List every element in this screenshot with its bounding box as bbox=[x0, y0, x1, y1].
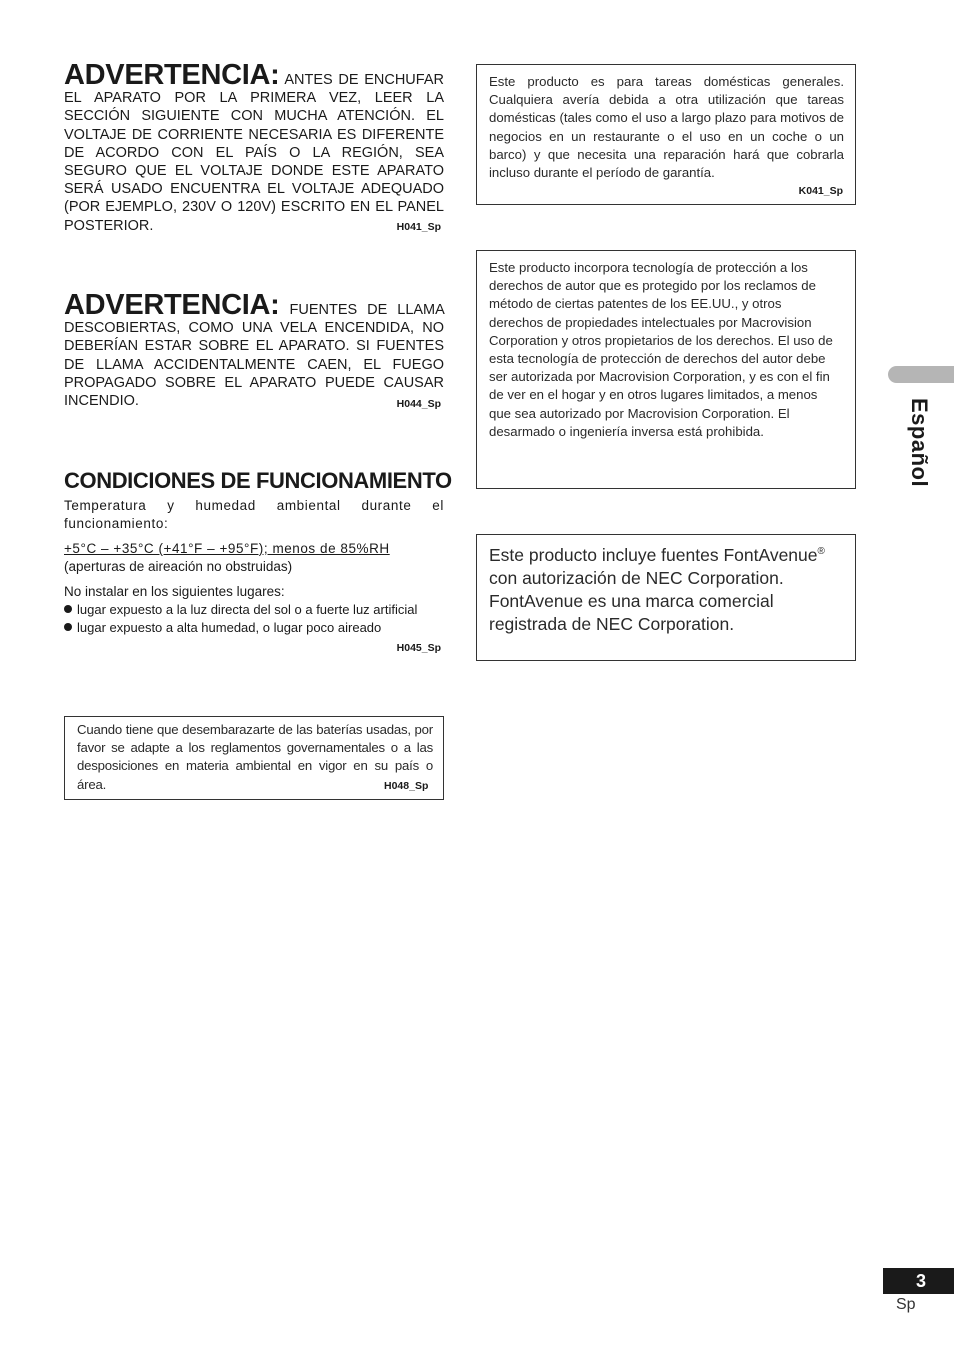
warning-text-rest: APARATO POR LA PRIMERA VEZ, LEER LA SECCIÓN SIGUIENTE CON MUCHA ATENCIÓN. EL VOLTAJE DE CORRIENTE NECESARIA ES DIFERENTE DE ACORDO CON EL PAÍS O LA REGIÓN, SEA SEGURO QUE EL VOLTAJE DONDE ESTE APARATO SERÁ USADO ENCUENTRA EL VOLTAJE ADEQUADO (POR EJEMPLO, 230V O 120V) ESCRITO EN EL PANEL POSTERIOR. bbox=[64, 90, 444, 234]
warning-text-first: ANTES DE ENCHUFAR EL bbox=[64, 72, 444, 107]
bullet-text: lugar expuesto a alta humedad, o lugar poco aireado bbox=[77, 620, 382, 635]
bullet-text: lugar expuesto a la luz directa del sol o a fuerte luz artificial bbox=[77, 602, 418, 617]
conditions-no-install: No instalar en los siguientes lugares: bbox=[64, 584, 285, 599]
warning-text-rest: DESCOBIERTAS, COMO UNA VELA ENCENDIDA, NO DEBERÍAN ESTAR SOBRE EL APARATO. SI FUENTES DE LLAMA ACCIDENTALMENTE CAEN, EL FUEGO PROPAGADO SOBRE EL APARATO PUEDE CAUSAR INCENDIO. bbox=[64, 320, 444, 410]
conditions-range: +5°C – +35°C (+41°F – +95°F); menos de 85%RH bbox=[64, 541, 390, 556]
language-tab-label: Español bbox=[907, 398, 932, 488]
code-h048: H048_Sp bbox=[384, 780, 429, 792]
fontavenue-text-start: Este producto incluye fuentes FontAvenue bbox=[489, 544, 818, 565]
language-tab-marker bbox=[888, 366, 954, 383]
warning-title: ADVERTENCIA: bbox=[64, 289, 280, 321]
macrovision-box bbox=[476, 250, 856, 489]
fontavenue-text-end: con autorización de NEC Corporation. FontAvenue es una marca comercial registrada de NEC Corporation. bbox=[489, 567, 784, 634]
code-h041: H041_Sp bbox=[396, 221, 441, 233]
language-tab bbox=[892, 398, 932, 498]
fontavenue-box bbox=[476, 534, 856, 661]
warning-flame-text bbox=[64, 289, 445, 410]
conditions-bullet-list bbox=[64, 601, 449, 637]
household-use-box bbox=[476, 64, 856, 205]
warning-voltage bbox=[64, 59, 444, 235]
bullet-icon bbox=[64, 605, 72, 613]
fontavenue-text bbox=[489, 540, 844, 636]
warning-title: ADVERTENCIA: bbox=[64, 59, 280, 91]
code-h045: H045_Sp bbox=[396, 642, 441, 654]
warning-flame bbox=[64, 289, 445, 410]
conditions-intro: Temperatura y humedad ambiental durante el funcionamiento: bbox=[64, 498, 444, 531]
list-item bbox=[64, 601, 449, 619]
household-use-text: Este producto es para tareas domésticas generales. Cualquiera avería debida a otra utilización que tareas domésticas (tales como el uso a largo plazo para motivos de negocios en un restaurante o el uso en un coche o un barco) y que necesita una reparación hará que cobrarla incluso durante el período de garantía. bbox=[489, 74, 844, 181]
conditions-title: CONDICIONES DE FUNCIONAMIENTO bbox=[64, 468, 452, 493]
code-h044: H044_Sp bbox=[396, 398, 441, 410]
page-language-code: Sp bbox=[896, 1296, 916, 1313]
code-k041: K041_Sp bbox=[798, 185, 843, 197]
macrovision-text: Este producto incorpora tecnología de protección a los derechos de autor que es protegido por los reclamos de método de ciertas patentes de los EE.UU., y otros derechos de propiedades intelectuales por Macrovision Corporation y otros propietarios de los derechos. El uso de esta tecnología de protección de derechos del autor debe ser autorizada por Macrovision Corporation, y es con el fin de ver en el hogar y en otros lugares limitados, a menos que sea autorizado por Macrovision Corporation. El desarmado o ingeniería inversa está prohibida. bbox=[489, 260, 833, 439]
bullet-icon bbox=[64, 623, 72, 631]
battery-notice-box bbox=[64, 716, 444, 800]
warning-text-first: FUENTES DE LLAMA bbox=[289, 302, 445, 318]
page-number: 3 bbox=[883, 1268, 954, 1294]
registered-mark: ® bbox=[817, 546, 825, 557]
warning-voltage-text bbox=[64, 59, 444, 235]
battery-notice-text: Cuando tiene que desembarazarte de las baterías usadas, por favor se adapte a los reglamentos governamentales o a las desposiciones en materia ambiental en vigor en su país o área. bbox=[77, 722, 433, 792]
list-item bbox=[64, 619, 449, 637]
conditions-range-note: (aperturas de aireación no obstruidas) bbox=[64, 559, 293, 574]
